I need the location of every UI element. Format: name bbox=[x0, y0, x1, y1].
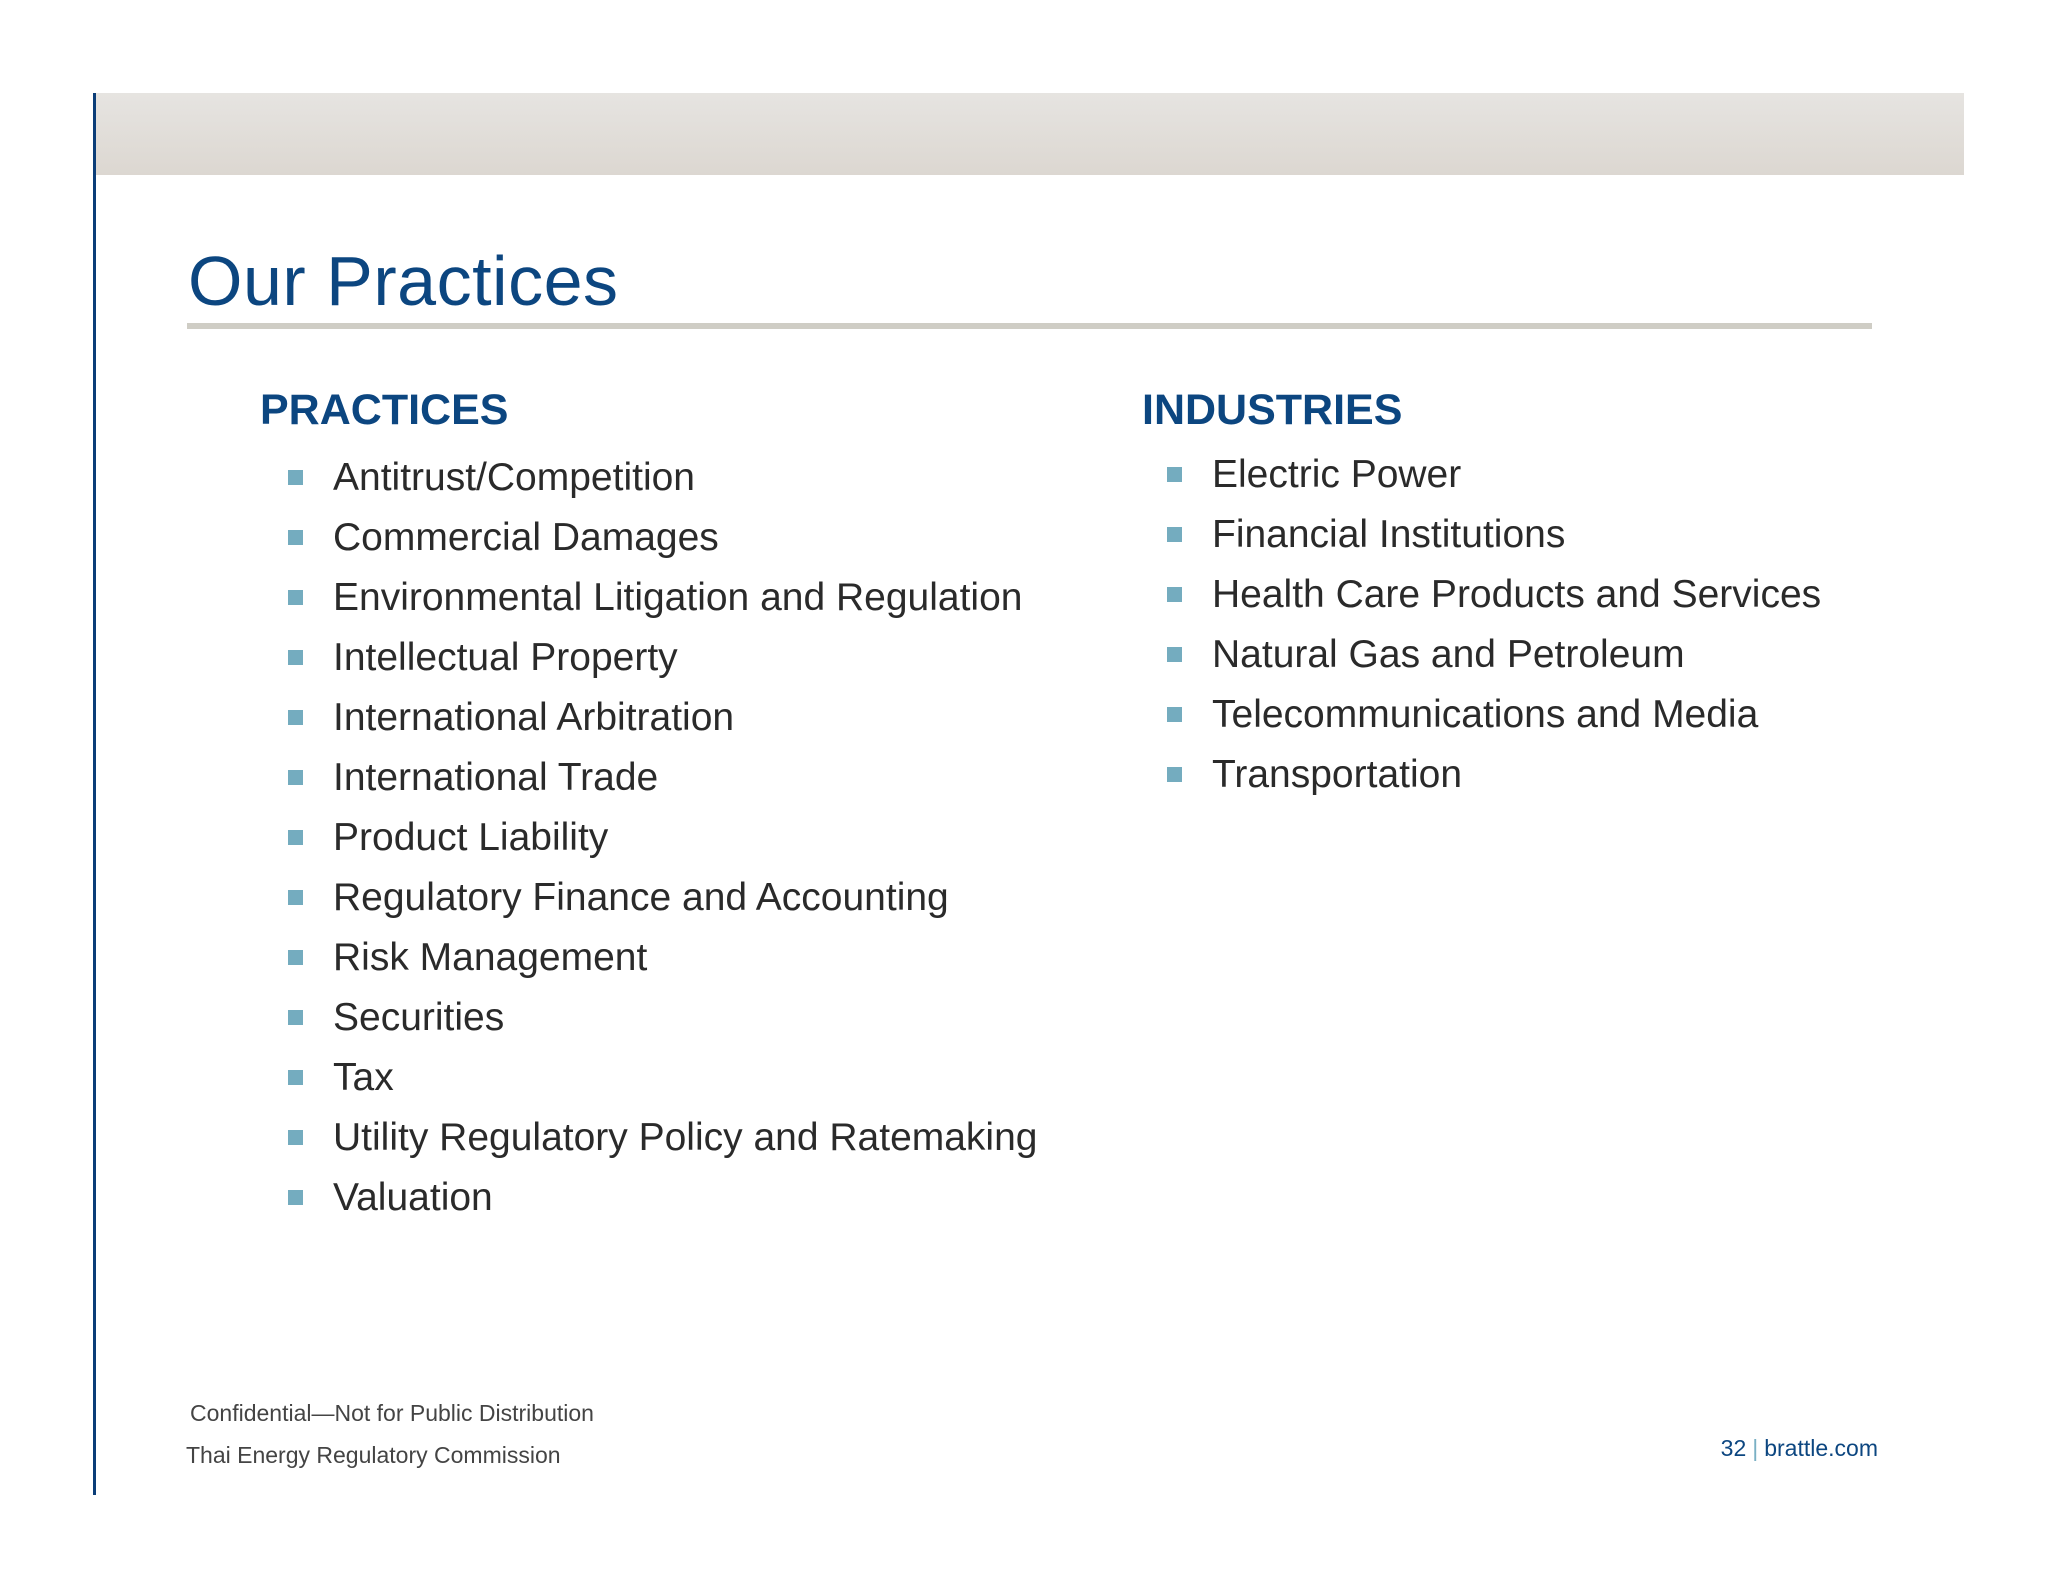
list-item bbox=[1163, 685, 1821, 745]
list-item bbox=[1163, 445, 1821, 505]
list-item bbox=[1163, 565, 1821, 625]
square-bullet-icon bbox=[288, 830, 303, 845]
list-item bbox=[284, 1048, 1037, 1108]
practice-label: International Arbitration bbox=[333, 696, 735, 739]
footer-separator: | bbox=[1752, 1435, 1759, 1461]
confidential-notice: Confidential—Not for Public Distribution bbox=[190, 1400, 594, 1426]
header-band bbox=[96, 93, 1964, 175]
list-item bbox=[1163, 745, 1821, 805]
list-item bbox=[284, 988, 1037, 1048]
square-bullet-icon bbox=[288, 590, 303, 605]
list-item bbox=[284, 808, 1037, 868]
practices-list bbox=[284, 448, 1037, 1228]
square-bullet-icon bbox=[1167, 767, 1182, 782]
list-item bbox=[284, 868, 1037, 928]
industry-label: Telecommunications and Media bbox=[1212, 693, 1759, 736]
list-item bbox=[284, 928, 1037, 988]
square-bullet-icon bbox=[288, 470, 303, 485]
list-item bbox=[1163, 625, 1821, 685]
square-bullet-icon bbox=[288, 950, 303, 965]
practice-label: Tax bbox=[333, 1056, 394, 1099]
practice-label: Regulatory Finance and Accounting bbox=[333, 876, 949, 919]
practice-label: Product Liability bbox=[333, 816, 609, 859]
practice-label: Environmental Litigation and Regulation bbox=[333, 576, 1023, 619]
square-bullet-icon bbox=[1167, 707, 1182, 722]
list-item bbox=[284, 1168, 1037, 1228]
left-accent-rule bbox=[93, 93, 96, 1495]
list-item bbox=[284, 1108, 1037, 1168]
square-bullet-icon bbox=[1167, 527, 1182, 542]
page-footer-right bbox=[1721, 1433, 1878, 1463]
page-number: 32 bbox=[1720, 1435, 1747, 1461]
list-item bbox=[284, 748, 1037, 808]
list-item bbox=[284, 448, 1037, 508]
practice-label: Securities bbox=[333, 996, 505, 1039]
site-link[interactable]: brattle.com bbox=[1764, 1435, 1878, 1461]
square-bullet-icon bbox=[1167, 647, 1182, 662]
list-item bbox=[284, 688, 1037, 748]
square-bullet-icon bbox=[288, 1190, 303, 1205]
practices-heading: PRACTICES bbox=[260, 386, 509, 434]
industry-label: Transportation bbox=[1212, 753, 1463, 796]
list-item bbox=[284, 508, 1037, 568]
practice-label: Commercial Damages bbox=[333, 516, 719, 559]
industry-label: Financial Institutions bbox=[1212, 513, 1566, 556]
list-item bbox=[284, 568, 1037, 628]
square-bullet-icon bbox=[288, 770, 303, 785]
title-underline bbox=[187, 323, 1872, 329]
industry-label: Electric Power bbox=[1212, 453, 1462, 496]
square-bullet-icon bbox=[1167, 467, 1182, 482]
square-bullet-icon bbox=[288, 1070, 303, 1085]
industries-list bbox=[1163, 445, 1821, 805]
square-bullet-icon bbox=[288, 710, 303, 725]
industry-label: Natural Gas and Petroleum bbox=[1212, 633, 1685, 676]
square-bullet-icon bbox=[288, 1130, 303, 1145]
industries-heading: INDUSTRIES bbox=[1142, 386, 1403, 434]
practice-label: Intellectual Property bbox=[333, 636, 678, 679]
practice-label: Utility Regulatory Policy and Ratemaking bbox=[333, 1116, 1038, 1159]
square-bullet-icon bbox=[288, 1010, 303, 1025]
square-bullet-icon bbox=[288, 890, 303, 905]
practice-label: International Trade bbox=[333, 756, 659, 799]
square-bullet-icon bbox=[288, 650, 303, 665]
square-bullet-icon bbox=[288, 530, 303, 545]
client-name: Thai Energy Regulatory Commission bbox=[186, 1442, 561, 1468]
slide-title: Our Practices bbox=[188, 242, 619, 320]
practice-label: Valuation bbox=[333, 1176, 493, 1219]
square-bullet-icon bbox=[1167, 587, 1182, 602]
industry-label: Health Care Products and Services bbox=[1212, 573, 1822, 616]
list-item bbox=[284, 628, 1037, 688]
practice-label: Antitrust/Competition bbox=[333, 456, 695, 499]
list-item bbox=[1163, 505, 1821, 565]
practice-label: Risk Management bbox=[333, 936, 648, 979]
